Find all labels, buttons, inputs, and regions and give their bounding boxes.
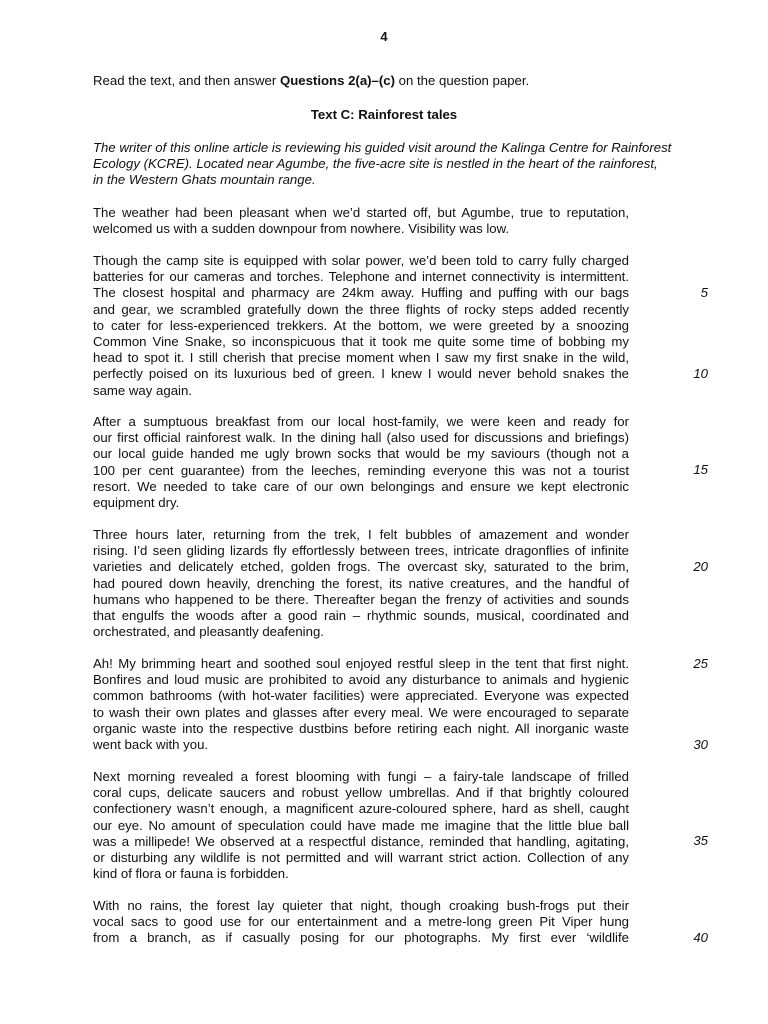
line-number: 35 (693, 833, 708, 848)
intro-line: The writer of this online article is reviewing his guided visit around the Kalinga Centre for Rainforest (93, 140, 672, 155)
intro-line: in the Western Ghats mountain range. (93, 172, 316, 188)
text-line: humans who happened to be there. Thereafter began the frenzy of activities and sounds (93, 591, 629, 607)
text-line: our local guide handed me ugly brown socks that would be my saviours (though not a (93, 446, 629, 462)
paragraph-4 (93, 527, 629, 640)
page-number: 4 (380, 29, 388, 44)
paragraph-3 (93, 414, 629, 511)
text-line: Common Vine Snake, so inconspicuous that it took me quite some time of bobbing my (93, 334, 629, 350)
text-line: orchestrated, and pleasantly deafening. (93, 624, 324, 640)
text-line: same way again. (93, 382, 192, 398)
text-line: and gear, we scrambled gratefully down the three flights of rocky steps added recently (93, 301, 629, 317)
text-line: equipment dry. (93, 495, 180, 511)
text-line: perfectly poised on its luxurious bed of green. I knew I would never behold snakes the (93, 366, 629, 382)
text-line: With no rains, the forest lay quieter that night, though croaking bush-frogs put their (93, 898, 629, 913)
text-line: from a branch, as if casually posing for our photographs. My first ever ‘wildlife (93, 930, 629, 946)
text-line: confectionery wasn’t enough, a magnificent azure-coloured sphere, hard as shell, caught (93, 801, 629, 817)
text-line: had poured down heavily, drenching the forest, its native creatures, and the handful of (93, 575, 629, 591)
line-number: 30 (693, 737, 708, 752)
paragraph-6 (93, 769, 629, 882)
text-line: to cater for less-experienced trekkers. At the bottom, we were greeted by a snoozing (93, 317, 629, 333)
text-line: common bathrooms (with hot-water facilities) were appreciated. Everyone was expected (93, 688, 629, 704)
instruction-questions: Questions 2(a)–(c) (279, 73, 396, 88)
text-line: went back with you. (93, 737, 209, 753)
instruction-text-end: on the question paper. (395, 73, 530, 88)
paragraph-7 (93, 898, 629, 947)
line-number: 5 (700, 285, 708, 300)
paragraph-1 (93, 205, 629, 237)
paragraph-2 (93, 253, 629, 399)
instruction-text: Read the text, and then answer (93, 73, 280, 88)
line-number: 10 (693, 366, 708, 381)
text-line: welcomed us with a sudden downpour from nowhere. Visibility was low. (93, 221, 510, 237)
intro-paragraph (93, 140, 705, 189)
text-line: our first official rainforest walk. In the dining hall (also used for discussions and briefings) (93, 430, 629, 446)
text-line: organic waste into the respective dustbins before retiring each night. All inorganic waste (93, 720, 629, 736)
text-line: varieties and delicately etched, golden frogs. The overcast sky, saturated to the brim, (93, 559, 629, 575)
instruction (93, 73, 529, 89)
text-line: Though the camp site is equipped with solar power, we’d been told to carry fully charged (93, 253, 629, 268)
text-line: our eye. No amount of speculation could have made me imagine that the little blue ball (93, 817, 629, 833)
text-line: vocal sacs to good use for our entertainment and a metre-long green Pit Viper hung (93, 914, 629, 930)
line-number: 20 (693, 559, 708, 574)
line-number: 40 (693, 930, 708, 945)
text-title: Text C: Rainforest tales (310, 107, 458, 122)
text-line: Three hours later, returning from the trek, I felt bubbles of amazement and wonder (93, 527, 629, 542)
text-line: After a sumptuous breakfast from our local host-family, we were keen and ready for (93, 414, 629, 429)
intro-line: Ecology (KCRE). Located near Agumbe, the five-acre site is nestled in the heart of the rainforest, (93, 156, 658, 172)
text-line: Ah! My brimming heart and soothed soul enjoyed restful sleep in the tent that first night. (93, 656, 629, 671)
text-line: kind of flora or fauna is forbidden. (93, 866, 289, 882)
text-line: batteries for our cameras and torches. Telephone and internet connectivity is intermittent. (93, 269, 629, 285)
text-line: to wash their own plates and glasses after every meal. We were encouraged to separate (93, 704, 629, 720)
text-line: was a millipede! We observed at a respectful distance, reminded that handling, agitating, (93, 833, 629, 849)
text-line: resort. We needed to take care of our own belongings and ensure we kept electronic (93, 478, 629, 494)
text-line: or disturbing any wildlife is not permitted and will warrant strict action. Collection of any (93, 850, 629, 866)
paragraph-5 (93, 656, 629, 753)
text-line: The closest hospital and pharmacy are 24km away. Huffing and puffing with our bags (93, 285, 629, 301)
text-line: Next morning revealed a forest blooming with fungi – a fairy-tale landscape of frilled (93, 769, 629, 784)
text-line: coral cups, delicate saucers and robust yellow umbrellas. And if that brightly coloured (93, 785, 629, 801)
line-number: 15 (693, 462, 708, 477)
text-line: rising. I’d seen gliding lizards fly effortlessly between trees, intricate dragonflies of infinite (93, 543, 629, 559)
text-line: The weather had been pleasant when we’d started off, but Agumbe, true to reputation, (93, 205, 629, 220)
text-line: that engulfs the woods after a good rain – rhythmic sounds, musical, coordinated and (93, 608, 629, 624)
text-line: 100 per cent guarantee) from the leeches, reminding everyone this was not a tourist (93, 462, 629, 478)
text-line: head to spot it. I still cherish that precise moment when I saw my first snake in the wild, (93, 350, 629, 366)
text-line: Bonfires and loud music are prohibited to avoid any disturbance to animals and hygienic (93, 672, 629, 688)
line-number: 25 (693, 656, 708, 671)
